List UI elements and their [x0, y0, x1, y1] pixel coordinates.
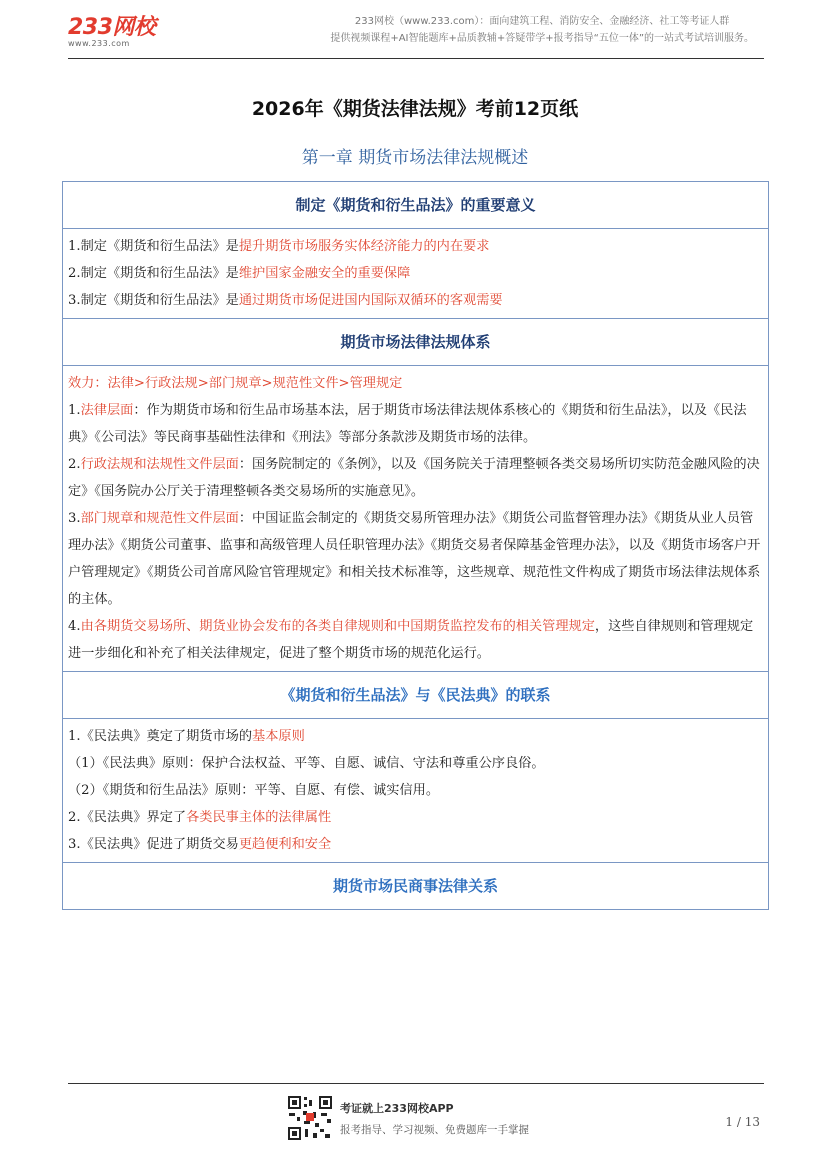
- list-item: [68, 233, 763, 260]
- document-title: 2026年《期货法律法规》考前12页纸: [251, 98, 579, 120]
- qr-code-icon: [287, 1095, 333, 1141]
- item-text: 3.《民法典》促进了期货交易: [68, 837, 239, 852]
- item-number: 1.: [68, 403, 81, 418]
- effect-hierarchy: 效力：法律>行政法规>部门规章>规范性文件>管理规定: [68, 376, 403, 391]
- highlight-text: 部门规章和规范性文件层面: [80, 511, 239, 526]
- item-text: 1.《民法典》奠定了期货市场的: [68, 729, 253, 744]
- header-desc-line2: 提供视频课程+AI智能题库+品质教辅+答疑带学+报考指导“五位一体”的一站式考试培训服务。: [330, 33, 754, 44]
- list-item: [68, 804, 763, 831]
- list-item: [68, 287, 763, 314]
- item-number: 4.: [68, 619, 81, 634]
- highlight-text: 提升期货市场服务实体经济能力的内在要求: [238, 239, 490, 254]
- item-text: 2.《民法典》界定了: [68, 810, 187, 825]
- highlight-text: 各类民事主体的法律属性: [186, 810, 332, 825]
- item-text: 1.制定《期货和衍生品法》是: [68, 239, 239, 254]
- list-item: （1）《民法典》原则：保护合法权益、平等、自愿、诚信、守法和尊重公序良俗。: [68, 756, 545, 771]
- highlight-text: 法律层面: [80, 403, 134, 418]
- highlight-text: 由各期货交易场所、期货业协会发布的各类自律规则和中国期货监控发布的相关管理规定: [80, 619, 595, 634]
- section-heading-civil-commercial: 期货市场民商事法律关系: [332, 877, 498, 895]
- section-heading-legal-system: 期货市场法律法规体系: [63, 319, 768, 366]
- item-number: 3.: [68, 511, 81, 526]
- item-text: ：作为期货市场和衍生品市场基本法，居于期货市场法律法规体系核心的《期货和衍生品法》，以及《民法典》《公司法》等民商事基础性法律和《刑法》等部分条款涉及期货市场的法律。: [68, 403, 747, 445]
- footer-divider: [68, 1083, 764, 1084]
- item-text: ，这些自律规则和管理规定进一步细化和补充了相关法律规定，促进了整个期货市场的规范化运行。: [68, 619, 754, 661]
- page-header: [68, 8, 764, 60]
- highlight-text: 行政法规和法规性文件层面: [80, 457, 239, 472]
- list-item: [68, 613, 763, 667]
- list-item: [68, 260, 763, 287]
- chapter-title: 第一章 期货市场法律法规概述: [301, 148, 529, 168]
- section-heading-significance: 制定《期货和衍生品法》的重要意义: [63, 182, 768, 229]
- page-number: 1 / 13: [725, 1115, 760, 1129]
- footer-app-promo: 考证就上233网校APP: [340, 1102, 454, 1115]
- section-body-legal-system: [63, 366, 768, 672]
- header-desc-line1: 233网校（www.233.com）：面向建筑工程、消防安全、金融经济、社工等考证人群: [354, 16, 730, 27]
- logo-text: 233网校: [68, 15, 156, 40]
- highlight-text: 基本原则: [252, 729, 305, 744]
- section-heading-civil-code-link: 《期货和衍生品法》与《民法典》的联系: [63, 672, 768, 719]
- list-item: （2）《期货和衍生品法》原则：平等、自愿、有偿、诚实信用。: [68, 783, 440, 798]
- list-item: [68, 723, 763, 750]
- list-item: [68, 451, 763, 505]
- item-text: ：国务院制定的《条例》，以及《国务院关于清理整顿各类交易场所切实防范金融风险的决定》《国务院办公厅关于清理整顿各类交易场所的实施意见》。: [68, 457, 760, 499]
- list-item: [68, 831, 763, 858]
- item-text: ：中国证监会制定的《期货交易所管理办法》《期货公司监督管理办法》《期货从业人员管理办法》《期货公司董事、监事和高级管理人员任职管理办法》《期货交易者保障基金管理办法》，以及《期货市场客户开户管理规定》《期货公司首席风险官管理规定》和相关技术标准等，这些规章、规范性文件构成了期货市场法律法规体系的主体。: [68, 511, 761, 607]
- footer-subtitle: 报考指导、学习视频、免费题库一手掌握: [340, 1124, 529, 1136]
- header-divider: [68, 58, 764, 59]
- highlight-text: 更趋便利和安全: [238, 837, 332, 852]
- header-description: [330, 13, 754, 47]
- content-table: [62, 181, 769, 910]
- brand-logo[interactable]: [68, 10, 155, 48]
- highlight-text: 维护国家金融安全的重要保障: [238, 266, 411, 281]
- highlight-text: 通过期货市场促进国内国际双循环的客观需要: [238, 293, 503, 308]
- item-text: 2.制定《期货和衍生品法》是: [68, 266, 239, 281]
- section-body-civil-code-link: [63, 719, 768, 863]
- section-body-significance: [63, 229, 768, 319]
- logo-url: www.233.com: [68, 39, 130, 48]
- list-item: [68, 505, 763, 613]
- footer-promo: [340, 1100, 529, 1137]
- list-item: [68, 397, 763, 451]
- item-text: 3.制定《期货和衍生品法》是: [68, 293, 239, 308]
- item-number: 2.: [68, 457, 81, 472]
